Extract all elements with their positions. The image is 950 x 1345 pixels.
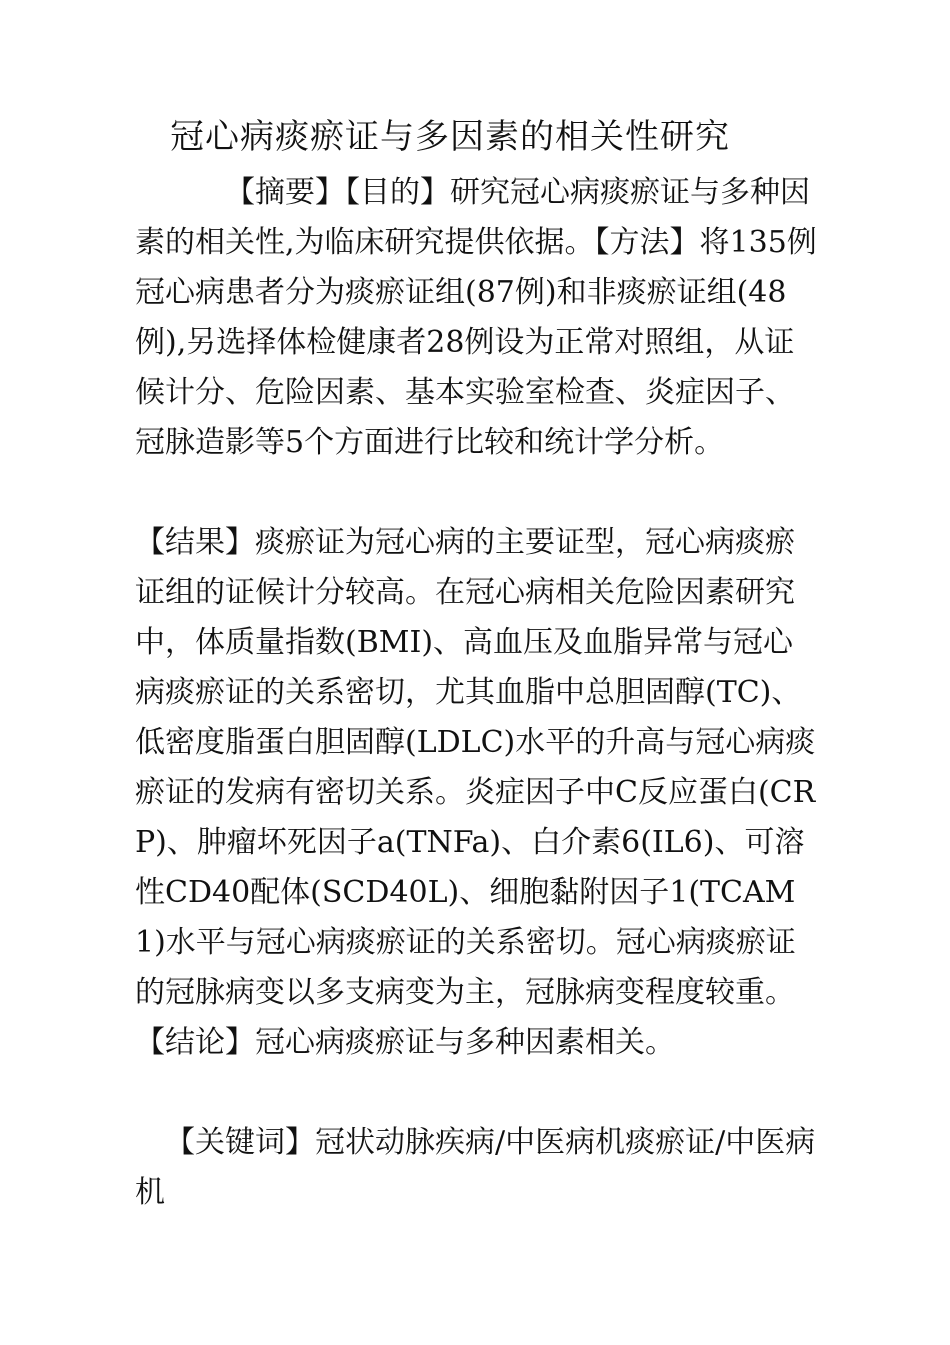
results-conclusion: 【结果】痰瘀证为冠心病的主要证型，冠心病痰瘀证组的证候计分较高。在冠心病相关危险因素研究中，体质量指数(BMI)、高血压及血脂异常与冠心病痰瘀证的关系密切，尤其血脂中总胆固醇(TC)、低密度脂蛋白胆固醇(LDLC)水平的升高与冠心病痰瘀证的发病有密切关系。炎症因子中C反应蛋白(CRP)、肿瘤坏死因子a(TNFa)、白介素6(IL6)、可溶性CD40配体(SCD40L)、细胞黏附因子1(TCAM1)水平与冠心病痰瘀证的关系密切。冠心病痰瘀证的冠脉病变以多支病变为主，冠脉病变程度较重。【结论】冠心病痰瘀证与多种因素相关。 (135, 525, 816, 1060)
keywords: 【关键词】冠状动脉疾病/中医病机痰瘀证/中医病机 (135, 1125, 816, 1210)
abstract-objective-method: 【摘要】【目的】研究冠心病痰瘀证与多种因素的相关性,为临床研究提供依据。【方法】将135例冠心病患者分为痰瘀证组(87例)和非痰瘀证组(48例),另选择体检健康者28例设为正常对照组，从证候计分、危险因素、基本实验室检查、炎症因子、冠脉造影等5个方面进行比较和统计学分析。 (135, 175, 817, 460)
document-title: 冠心病痰瘀证与多因素的相关性研究 (170, 117, 730, 157)
